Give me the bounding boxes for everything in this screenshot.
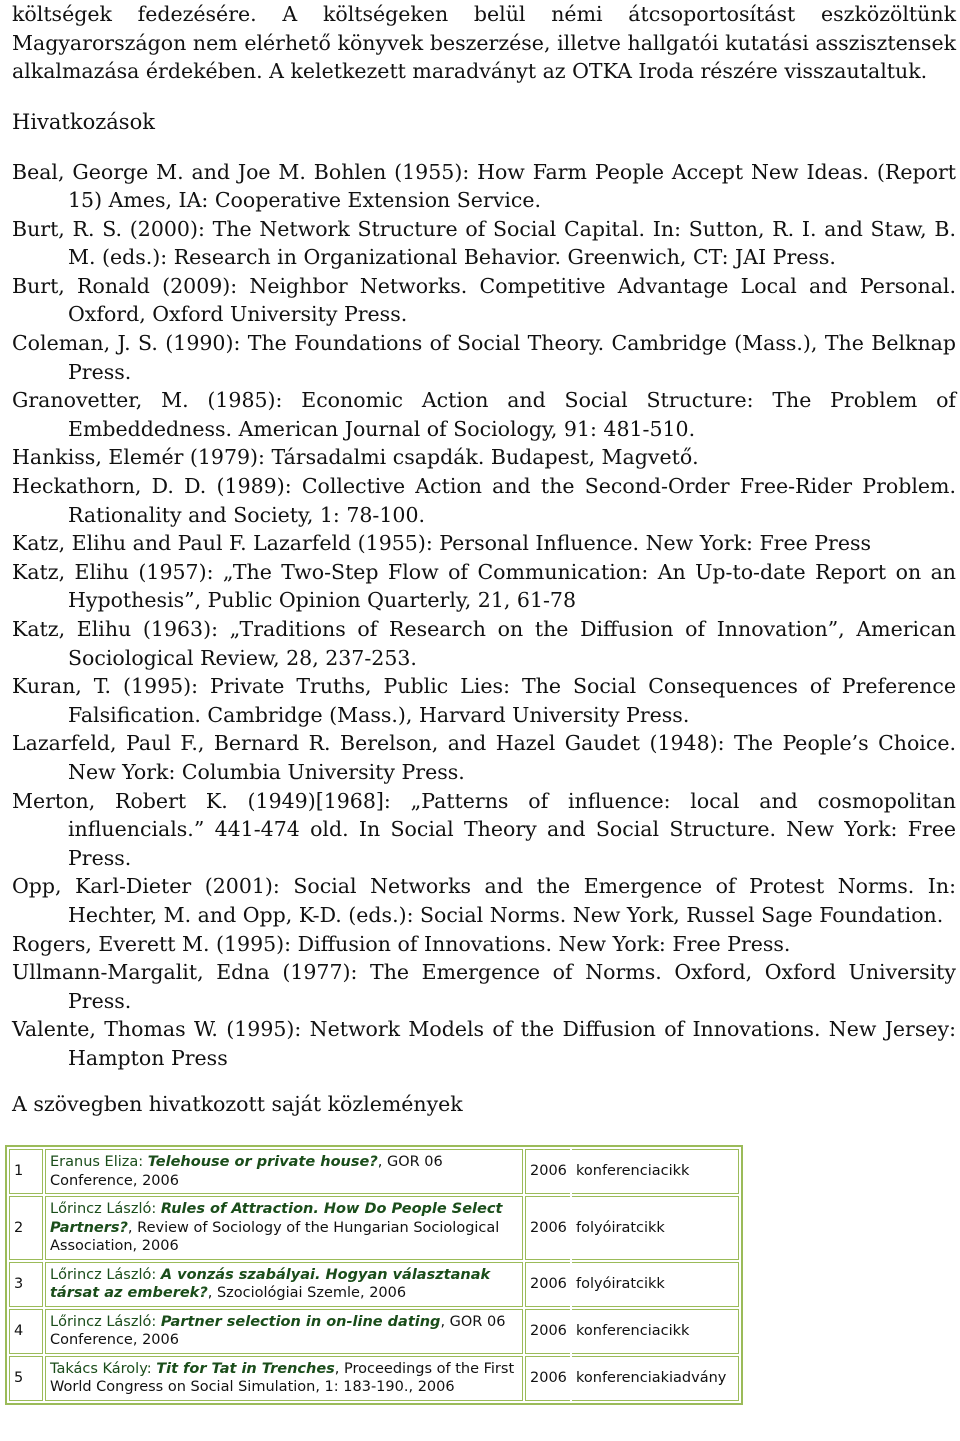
pub-author: Lőrincz László:	[50, 1313, 157, 1330]
pub-year: 2006	[525, 1262, 570, 1307]
reference-item: Valente, Thomas W. (1995): Network Models of the Diffusion of Innovations. New Jersey: Hampton Press	[12, 1017, 956, 1070]
publications-table	[5, 1145, 743, 1405]
reference-item: Coleman, J. S. (1990): The Foundations of Social Theory. Cambridge (Mass.), The Belknap Press.	[12, 331, 956, 384]
reference-item: Katz, Elihu (1963): „Traditions of Research on the Diffusion of Innovation”, American Sociological Review, 28, 237-253.	[12, 617, 956, 670]
pub-type: konferenciakiadvány	[572, 1356, 739, 1401]
pub-year: 2006	[525, 1149, 570, 1194]
pub-details: , GOR 06 Conference, 2006	[50, 1313, 506, 1348]
pub-details: , Szociológiai Szemle, 2006	[207, 1285, 407, 1301]
pub-type: folyóiratcikk	[572, 1262, 739, 1307]
pub-number: 5	[9, 1356, 43, 1401]
pub-number: 1	[9, 1149, 43, 1194]
pub-description	[45, 1196, 523, 1260]
pub-number: 2	[9, 1196, 43, 1260]
pub-year: 2006	[525, 1196, 570, 1260]
reference-item: Beal, George M. and Joe M. Bohlen (1955): How Farm People Accept New Ideas. (Report 15) Ames, IA: Cooperative Extension Service.	[12, 159, 956, 213]
reference-item: Burt, Ronald (2009): Neighbor Networks. Competitive Advantage Local and Personal. Oxford, Oxford University Press.	[12, 273, 956, 327]
pub-description	[45, 1149, 523, 1194]
reference-item: Burt, R. S. (2000): The Network Structure of Social Capital. In: Sutton, R. I. and Staw, B. M. (eds.): Research in Organizational Behavior. Greenwich, CT: JAI Press.	[12, 216, 956, 270]
document-page	[12, 0, 956, 1395]
reference-item: Kuran, T. (1995): Private Truths, Public Lies: The Social Consequences of Preference Falsification. Cambridge (Mass.), Harvard University Press.	[12, 674, 956, 727]
pub-details: , GOR 06 Conference, 2006	[50, 1154, 443, 1189]
pub-number: 4	[9, 1309, 43, 1354]
reference-item: Heckathorn, D. D. (1989): Collective Action and the Second-Order Free-Rider Problem. Rationality and Society, 1: 78-100.	[12, 474, 956, 527]
pub-number: 3	[9, 1262, 43, 1307]
pub-title: Partner selection in on-line dating	[160, 1313, 441, 1330]
reference-item: Katz, Elihu (1957): „The Two-Step Flow of Communication: An Up-to-date Report on an Hypothesis”, Public Opinion Quarterly, 21, 61-78	[12, 559, 956, 613]
pub-author: Takács Károly:	[50, 1360, 152, 1377]
intro-paragraph: költségek fedezésére. A költségeken belül némi átcsoportosítást eszközöltünk Magyarországon nem elérhető könyvek beszerzése, illetve hallgatói kutatási asszisztensek alkalmazása érdekében. A keletkezett maradványt az OTKA Iroda részére visszautaltuk.	[12, 2, 956, 83]
pub-author: Lőrincz László:	[50, 1266, 157, 1283]
pub-description	[45, 1309, 523, 1354]
reference-item: Merton, Robert K. (1949)[1968]: „Patterns of influence: local and cosmopolitan influencials.” 441-474 old. In Social Theory and Social Structure. New York: Free Press.	[12, 788, 956, 870]
table-row	[9, 1356, 739, 1401]
reference-item: Hankiss, Elemér (1979): Társadalmi csapdák. Budapest, Magvető.	[12, 445, 699, 470]
pub-author: Lőrincz László:	[50, 1201, 157, 1217]
reference-item: Opp, Karl-Dieter (2001): Social Networks and the Emergence of Protest Norms. In: Hechter, M. and Opp, K-D. (eds.): Social Norms. New York, Russel Sage Foundation.	[12, 874, 956, 927]
reference-item: Rogers, Everett M. (1995): Diffusion of Innovations. New York: Free Press.	[12, 931, 791, 956]
pub-type: konferenciacikk	[572, 1309, 739, 1354]
pub-type: konferenciacikk	[572, 1149, 739, 1194]
pub-details: , Review of Sociology of the Hungarian Sociological Association, 2006	[50, 1219, 500, 1254]
references-heading: Hivatkozások	[12, 109, 155, 134]
table-row	[9, 1262, 739, 1307]
reference-item: Katz, Elihu and Paul F. Lazarfeld (1955): Personal Influence. New York: Free Press	[12, 531, 872, 556]
reference-item: Lazarfeld, Paul F., Bernard R. Berelson, and Hazel Gaudet (1948): The People’s Choice. New York: Columbia University Press.	[12, 731, 956, 784]
pub-title: A vonzás szabályai. Hogyan választanak társat az emberek?	[50, 1266, 491, 1301]
pub-year: 2006	[525, 1356, 570, 1401]
reference-item: Granovetter, M. (1985): Economic Action and Social Structure: The Problem of Embeddedness. American Journal of Sociology, 91: 481-510.	[12, 388, 956, 441]
pub-title: Telehouse or private house?	[147, 1154, 378, 1170]
pub-year: 2006	[525, 1309, 570, 1354]
table-row	[9, 1196, 739, 1260]
table-row	[9, 1309, 739, 1354]
pub-title: Tit for Tat in Trenches	[156, 1360, 335, 1377]
table-row	[9, 1149, 739, 1194]
pub-description	[45, 1262, 523, 1307]
pub-type: folyóiratcikk	[572, 1196, 739, 1260]
pub-author: Eranus Eliza:	[50, 1154, 144, 1170]
own-publications-heading: A szövegben hivatkozott saját közlemények	[12, 1092, 463, 1116]
pub-details: , Proceedings of the First World Congress on Social Simulation, 1: 183-190., 2006	[50, 1360, 515, 1395]
reference-item: Ullmann-Margalit, Edna (1977): The Emergence of Norms. Oxford, Oxford University Press.	[12, 960, 956, 1013]
pub-description	[45, 1356, 523, 1401]
references-list	[12, 158, 956, 1073]
pub-title: Rules of Attraction. How Do People Select Partners?	[50, 1201, 503, 1236]
